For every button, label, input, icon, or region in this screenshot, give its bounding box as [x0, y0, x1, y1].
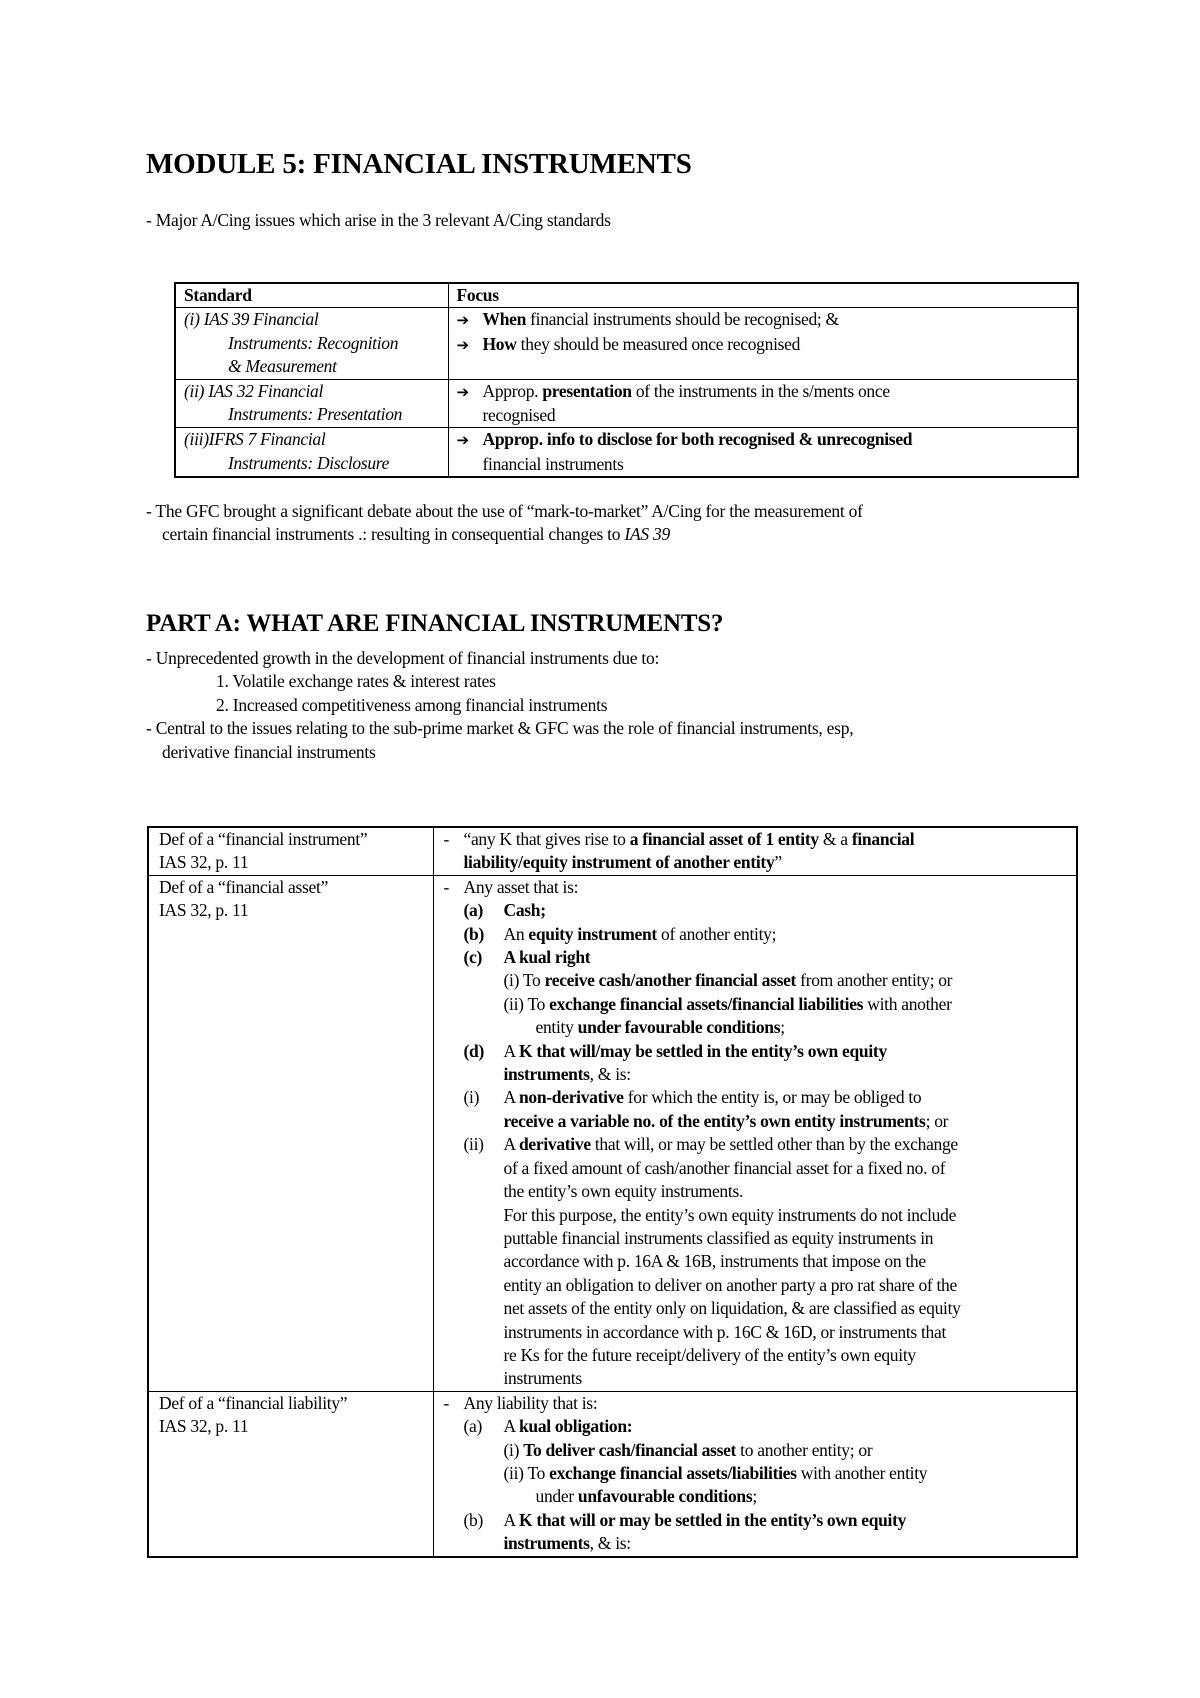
subitem-emphasis: exchange financial assets/liabilities	[549, 1462, 797, 1483]
focus-cell	[448, 379, 1078, 428]
list-item-1: 1. Volatile exchange rates & interest rates	[216, 671, 496, 692]
def-intro: Any asset that is:	[463, 876, 579, 897]
item-text: A kual right	[503, 947, 591, 968]
list-item-2: 2. Increased competitiveness among financial instruments	[216, 694, 608, 715]
item-text: of a fixed amount of cash/another financial asset for a fixed no. of	[503, 1157, 946, 1178]
subitem-emphasis: To deliver cash/financial asset	[523, 1439, 737, 1460]
def-reference: IAS 32, p. 11	[159, 852, 249, 873]
gfc-standard-ref: IAS 39	[624, 524, 671, 545]
item-text: A	[503, 1040, 519, 1061]
subitem-text: (i) To	[503, 970, 545, 991]
standard-cell	[175, 308, 448, 379]
item-key: (d)	[463, 1040, 484, 1061]
subitem-text: under	[535, 1486, 578, 1507]
header-standard: Standard	[175, 283, 448, 308]
def-row-financial-asset	[148, 875, 1077, 1391]
purpose-line: re Ks for the future receipt/delivery of the entity’s own equity	[503, 1344, 916, 1365]
focus-text-cont: recognised	[482, 405, 556, 426]
def-label: Def of a “financial instrument”	[159, 829, 368, 849]
item-text: , & is:	[589, 1064, 631, 1085]
subitem-text: with another entity	[796, 1462, 928, 1483]
def-content-cell: - Any asset that is: (a) Cash; (b) An equity instrument of another entity; (c) A kual right (i) To receive cash/another financial asset from another entity; or (ii) To exchange financial assets/financial liabilities with another entity under favourable conditions; (d) A K that will/may be settled in the entity’s own equity instruments, & is: (i) A non-derivative for which the entity is, or may be obliged to receive a variable no. of the entity’s own entity instruments; or (ii) A derivative that will, or may be settled other than by the exchange of a fixed amount of cash/another financial asset for a fixed no. of the entity’s own equity instruments. For this purpose, the entity’s own equity instruments do not include puttable financial instruments classified as equity instruments in accordance with p. 16A & 16B, instruments that impose on the entity an obligation to deliver on another party a pro rat share of the net assets of the entity only on liquidation, & are classified as equity instruments in accordance with p. 16C & 16D, or instruments that re Ks for the future receipt/delivery of the entity’s own equity instruments	[433, 875, 1077, 1391]
item-text: the entity’s own equity instruments.	[503, 1181, 744, 1202]
subitem-text: with another	[863, 993, 952, 1014]
def-content-cell: - “any K that gives rise to a financial asset of 1 entity & a financial liability/equity instrument of another entity”	[433, 827, 1077, 875]
item-key: (a)	[463, 900, 484, 921]
item-emphasis: K that will or may be settled in the entity’s own equity	[518, 1509, 907, 1530]
gfc-line-2: certain financial instruments .: resulting in consequential changes to	[162, 524, 625, 545]
definitions-table	[147, 826, 1078, 1558]
item-key: (b)	[463, 1509, 484, 1530]
standard-cell	[175, 379, 448, 428]
def-reference: IAS 32, p. 11	[159, 900, 249, 921]
def-reference: IAS 32, p. 11	[159, 1416, 249, 1437]
item-text: Cash;	[503, 900, 546, 921]
standards-row-ias39	[175, 308, 1078, 379]
part-a-body	[146, 647, 853, 764]
gfc-paragraph	[146, 500, 863, 547]
focus-keyword: How	[482, 333, 517, 354]
standard-name: (iii)IFRS 7 Financial	[184, 429, 326, 450]
item-key: (i)	[463, 1087, 480, 1108]
standards-row-ifrs7	[175, 428, 1078, 477]
purpose-line: For this purpose, the entity’s own equity instruments do not include	[503, 1204, 957, 1225]
item-key: (b)	[463, 923, 484, 944]
subitem-text: from another entity; or	[796, 970, 953, 991]
item-emphasis: non-derivative	[518, 1087, 624, 1108]
focus-text: of the instruments in the s/ments once	[631, 380, 890, 401]
page-title: MODULE 5: FINANCIAL INSTRUMENTS	[146, 148, 692, 180]
subitem-text: (i)	[503, 1439, 524, 1460]
def-text: & a	[818, 829, 852, 849]
item-emphasis: instruments	[503, 1064, 590, 1085]
subitem-emphasis: exchange financial assets/financial liabilities	[549, 993, 864, 1014]
gfc-line-1: - The GFC brought a significant debate about the use of “mark-to-market” A/Cing for the measurement of	[146, 501, 863, 521]
focus-text: they should be measured once recognised	[516, 333, 801, 354]
item-emphasis: instruments	[503, 1533, 590, 1554]
standard-name: (i) IAS 39 Financial	[184, 309, 319, 330]
focus-keyword: Approp. info to disclose for both recognised & unrecognised	[482, 429, 913, 450]
part-a-line-3: derivative financial instruments	[162, 741, 376, 762]
def-text: “any K that gives rise to	[463, 829, 630, 849]
subitem-text: ;	[780, 1017, 785, 1038]
item-text: for which the entity is, or may be obliged to	[623, 1087, 922, 1108]
def-row-financial-liability	[148, 1391, 1077, 1556]
item-key: (ii)	[463, 1134, 484, 1155]
arrow-right-icon: ➔	[456, 335, 469, 354]
purpose-line: net assets of the entity only on liquidation, & are classified as equity	[503, 1298, 961, 1319]
item-text: , & is:	[589, 1533, 631, 1554]
purpose-line: accordance with p. 16A & 16B, instruments that impose on the	[503, 1251, 926, 1272]
def-row-financial-instrument	[148, 827, 1077, 875]
standard-cell	[175, 428, 448, 477]
intro-text: - Major A/Cing issues which arise in the 3 relevant A/Cing standards	[146, 210, 611, 230]
subitem-text: (ii) To	[503, 1462, 550, 1483]
purpose-line: entity an obligation to deliver on another party a pro rat share of the	[503, 1274, 957, 1295]
def-content-cell: - Any liability that is: (a) A kual obligation: (i) To deliver cash/financial asset to another entity; or (ii) To exchange financial assets/liabilities with another entity under unfavourable conditions; (b) A K that will or may be settled in the entity’s own equity instruments, & is:	[433, 1391, 1077, 1556]
subitem-emphasis: receive cash/another financial asset	[544, 970, 797, 991]
def-label: Def of a “financial liability”	[159, 1392, 348, 1413]
def-label-cell	[148, 875, 433, 1391]
part-a-line-1: - Unprecedented growth in the development of financial instruments due to:	[146, 648, 660, 668]
focus-cell	[448, 428, 1078, 477]
part-a-heading: PART A: WHAT ARE FINANCIAL INSTRUMENTS?	[146, 610, 724, 637]
subitem-text: (ii) To	[503, 993, 550, 1014]
standard-name-cont: Instruments: Recognition	[228, 332, 399, 353]
subitem-emphasis: unfavourable conditions	[577, 1486, 753, 1507]
def-intro: Any liability that is:	[463, 1392, 598, 1413]
standards-table-header	[175, 283, 1078, 308]
item-text: A	[503, 1134, 519, 1155]
focus-cell	[448, 308, 1078, 379]
standards-row-ias32	[175, 379, 1078, 428]
def-emphasis: financial	[851, 829, 915, 849]
standards-table	[174, 282, 1079, 478]
item-key: (c)	[463, 947, 483, 968]
item-key: (a)	[463, 1416, 483, 1437]
item-text: of another entity;	[656, 923, 777, 944]
def-label: Def of a “financial asset”	[159, 876, 329, 897]
item-emphasis: equity instrument	[528, 923, 657, 944]
subitem-text: to another entity; or	[736, 1439, 873, 1460]
item-text: that will, or may be settled other than by the exchange	[590, 1134, 958, 1155]
item-emphasis: receive a variable no. of the entity’s own entity instruments	[503, 1110, 926, 1131]
purpose-line: instruments	[503, 1368, 582, 1389]
item-emphasis: K that will/may be settled in the entity’s own equity	[518, 1040, 887, 1061]
item-text: A	[503, 1087, 519, 1108]
purpose-line: puttable financial instruments classified as equity instruments in	[503, 1227, 934, 1248]
focus-text-cont: financial instruments	[482, 453, 624, 474]
item-text: A	[503, 1416, 519, 1437]
arrow-right-icon: ➔	[456, 382, 469, 401]
focus-text: financial instruments should be recognised; &	[526, 309, 839, 330]
focus-text: Approp.	[482, 380, 543, 401]
item-text: An	[503, 923, 529, 944]
item-emphasis: derivative	[518, 1134, 591, 1155]
subitem-text: entity	[535, 1017, 578, 1038]
part-a-line-2: - Central to the issues relating to the sub-prime market & GFC was the role of financial instruments, esp,	[146, 718, 854, 739]
def-label-cell	[148, 1391, 433, 1556]
header-focus: Focus	[448, 283, 1078, 308]
arrow-right-icon: ➔	[456, 431, 469, 450]
focus-keyword: When	[482, 309, 527, 330]
item-emphasis: kual obligation:	[518, 1416, 633, 1437]
focus-keyword: presentation	[542, 380, 632, 401]
def-text: ”	[774, 852, 782, 873]
item-text: A	[503, 1509, 519, 1530]
purpose-line: instruments in accordance with p. 16C & 16D, or instruments that	[503, 1321, 947, 1342]
arrow-right-icon: ➔	[456, 311, 469, 330]
def-emphasis: a financial asset of 1 entity	[629, 829, 819, 849]
standard-name-cont: Instruments: Presentation	[228, 404, 403, 425]
def-emphasis: liability/equity instrument of another entity	[463, 852, 775, 873]
standard-name-cont: Instruments: Disclosure	[228, 452, 390, 473]
item-text: ; or	[925, 1110, 949, 1131]
subitem-emphasis: under favourable conditions	[577, 1017, 781, 1038]
standard-name-cont: & Measurement	[228, 356, 337, 377]
standard-name: (ii) IAS 32 Financial	[184, 380, 324, 401]
subitem-text: ;	[752, 1486, 757, 1507]
def-label-cell	[148, 827, 433, 875]
